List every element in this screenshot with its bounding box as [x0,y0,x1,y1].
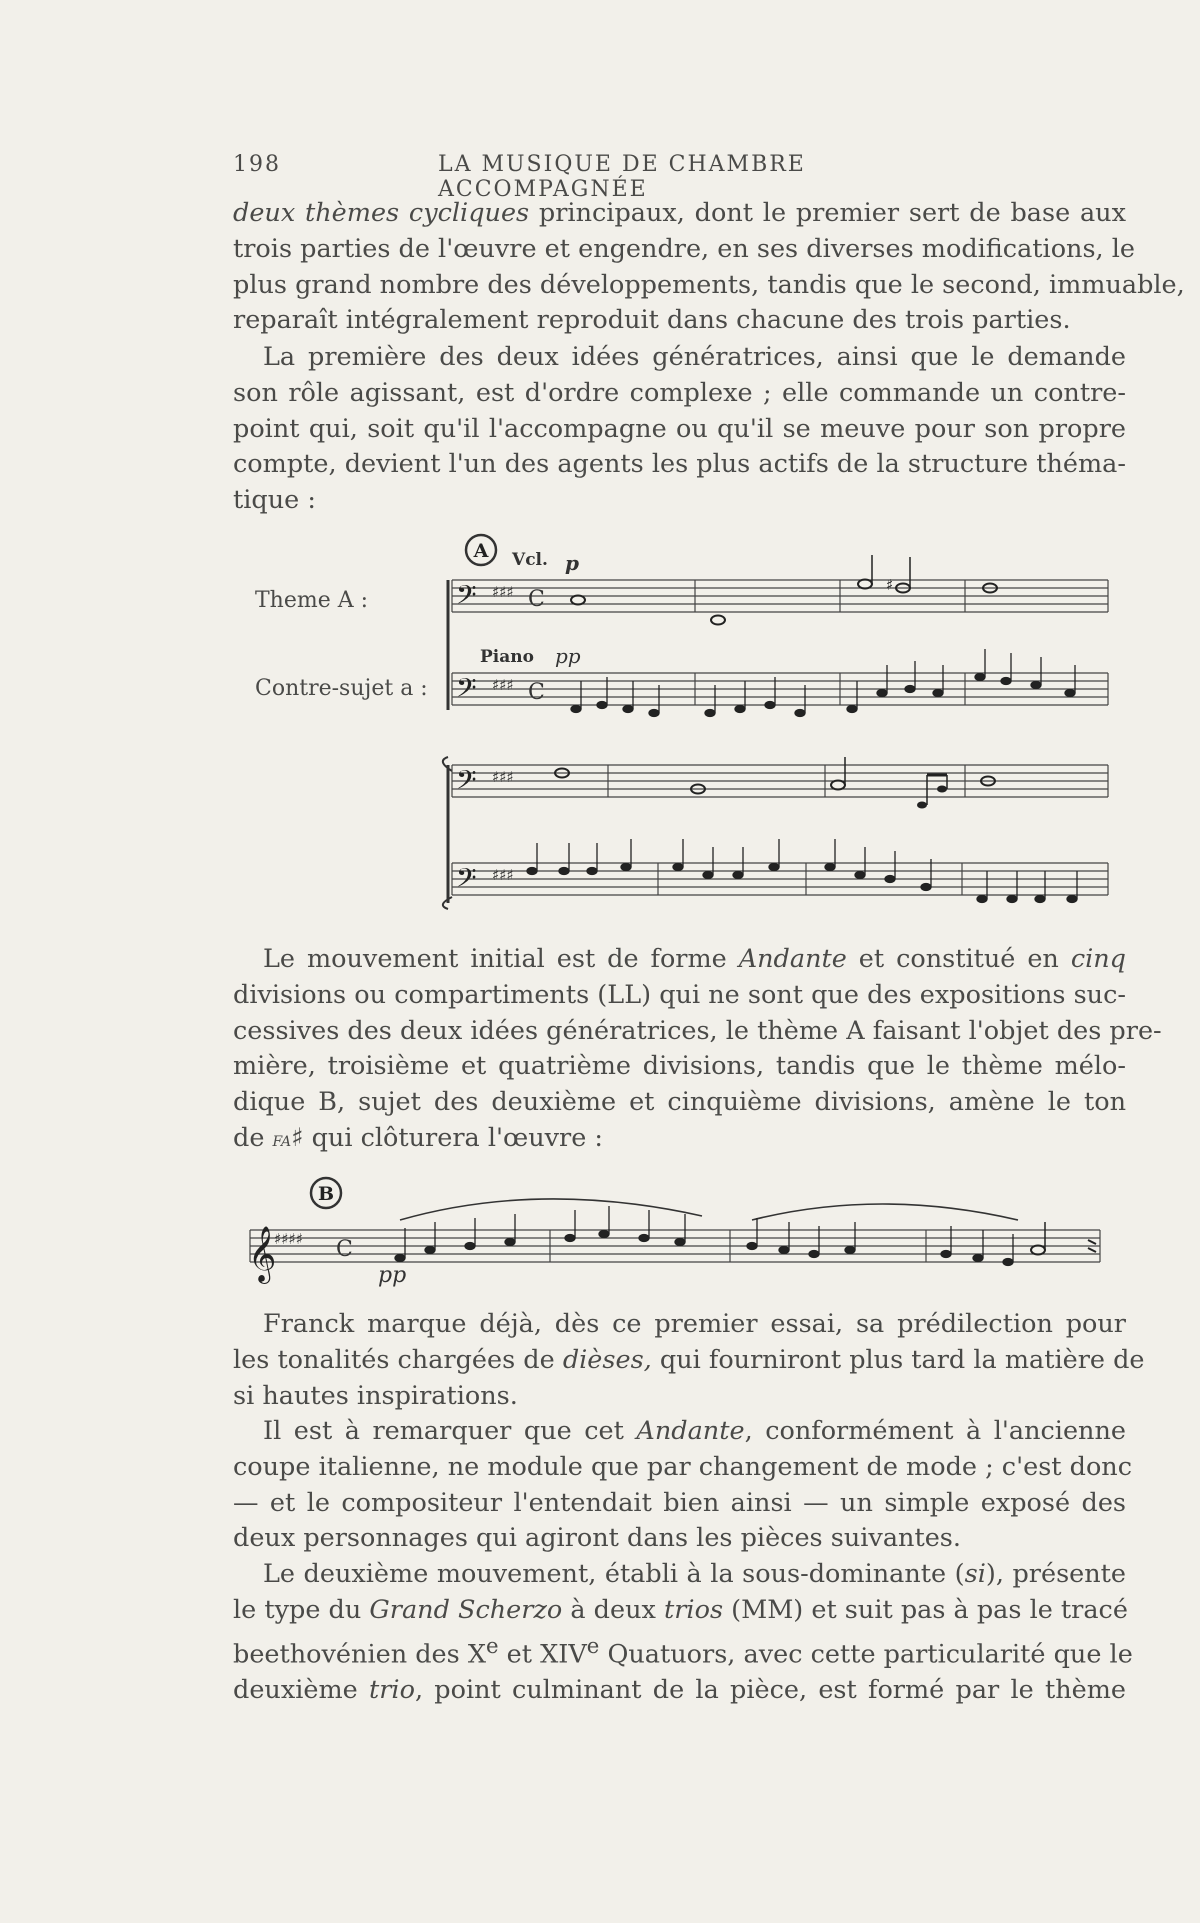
text-line: si hautes inspirations. [233,1380,518,1411]
note-icon [571,596,585,605]
text-line: — et le compositeur l'entendait bien ainsi — un simple exposé des [233,1487,1126,1518]
text-line: divisions ou compartiments (LL) qui ne sont que des expositions suc- [233,979,1126,1010]
text-line: cessives des deux idées génératrices, le thème A faisant l'objet des pre- [233,1015,1162,1046]
instrument-vcl: Vcl. [512,550,548,570]
text-line: beethovénien des Xe et XIVe Quatuors, avec cette particularité que le [233,1633,1133,1670]
treble-clef-icon: 𝄞 [248,1226,277,1282]
svg-text:𝄢: 𝄢 [456,862,477,900]
text-line: compte, devient l'un des agents les plus actifs de la structure théma- [233,449,1126,480]
paragraph-3 [233,942,1162,1158]
svg-text:♯: ♯ [886,576,894,594]
time-signature-icon: C [528,587,545,612]
svg-text:♯♯♯: ♯♯♯ [492,866,514,884]
text-line: de fa♯ qui clôturera l'œuvre : [233,1122,604,1153]
text-line: Il est à remarquer que cet Andante, conformément à l'ancienne [263,1416,1126,1446]
text-line: Franck marque déjà, dès ce premier essai, sa prédilection pour [263,1309,1126,1339]
text-line: deux thèmes cycliques principaux, dont le premier sert de base aux [233,198,1126,228]
text-line: le type du Grand Scherzo à deux trios (MM) et suit pas à pas le tracé [233,1594,1128,1625]
text-line: Le deuxième mouvement, établi à la sous-dominante (si), présente [263,1559,1127,1589]
dynamic-p: p [565,551,579,575]
text-line: deuxième trio, point culminant de la pièce, est formé par le thème [233,1674,1126,1705]
quarter-notes-contre-sujet [571,649,1075,717]
rehearsal-marker-a [466,535,496,565]
text-line: tique : [233,485,316,516]
instrument-piano: Piano [480,647,534,667]
svg-text:C: C [336,1237,353,1262]
text-line: les tonalités chargées de dièses, qui fourniront plus tard la matière de [233,1344,1145,1375]
text-line: dique B, sujet des deuxième et cinquième divisions, amène le ton [233,1087,1126,1118]
svg-text:𝄢: 𝄢 [456,672,477,710]
paragraph-5 [233,1414,1133,1557]
text-line: trois parties de l'œuvre et engendre, en ses diverses modifications, le [233,233,1136,264]
svg-text:𝄢: 𝄢 [456,764,477,802]
paragraph-2 [233,340,1126,519]
music-example-b [240,1170,1110,1290]
bass-clef-icon: 𝄢 [456,579,477,617]
svg-text:♯♯♯: ♯♯♯ [492,676,514,694]
text-line: La première des deux idées génératrices, ainsi que le demande [263,342,1126,372]
running-title: LA MUSIQUE DE CHAMBRE ACCOMPAGNÉE [438,152,806,202]
staff-system2-upper [452,765,1108,797]
text-line: coupe italienne, ne module que par changement de mode ; c'est donc [233,1451,1133,1482]
text-line: mière, troisième et quatrième divisions, tandis que le thème mélo- [233,1051,1126,1082]
staff-system2-lower [452,863,1108,895]
text-line: deux personnages qui agiront dans les pièces suivantes. [233,1523,961,1554]
key-signature-icon: ♯♯♯♯ [274,1230,304,1248]
svg-text:C: C [528,680,545,705]
key-signature-icon: ♯♯♯ [492,583,514,601]
svg-text:B: B [317,1183,335,1205]
music-example-a [440,525,1120,925]
text-line: point qui, soit qu'il l'accompagne ou qu'il se meuve pour son propre [233,413,1126,444]
theme-a-label: Theme A : [255,588,369,613]
note-icon [858,580,872,589]
staff-theme-a [452,580,1108,612]
rehearsal-marker-b [311,1178,341,1208]
paragraph-1 [233,196,1185,339]
text-line: reparaît intégralement reproduit dans chacune des trois parties. [233,305,1071,336]
paragraph-4 [233,1307,1145,1414]
text-line: plus grand nombre des développements, tandis que le second, immuable, [233,269,1185,300]
contre-sujet-label: Contre-sujet a : [255,676,428,701]
svg-text:A: A [473,540,489,562]
melody-notes [395,1206,1013,1266]
note-icon [711,616,725,625]
text-line: son rôle agissant, est d'ordre complexe ; elle commande un contre- [233,377,1126,408]
paragraph-6 [233,1557,1133,1709]
svg-text:♯♯♯: ♯♯♯ [492,768,514,786]
text-line: Le mouvement initial est de forme Andante et constitué en cinq [263,944,1126,974]
dynamic-pp: pp [378,1263,407,1288]
dynamic-pp: pp [555,644,581,668]
page-number: 198 [233,152,281,177]
